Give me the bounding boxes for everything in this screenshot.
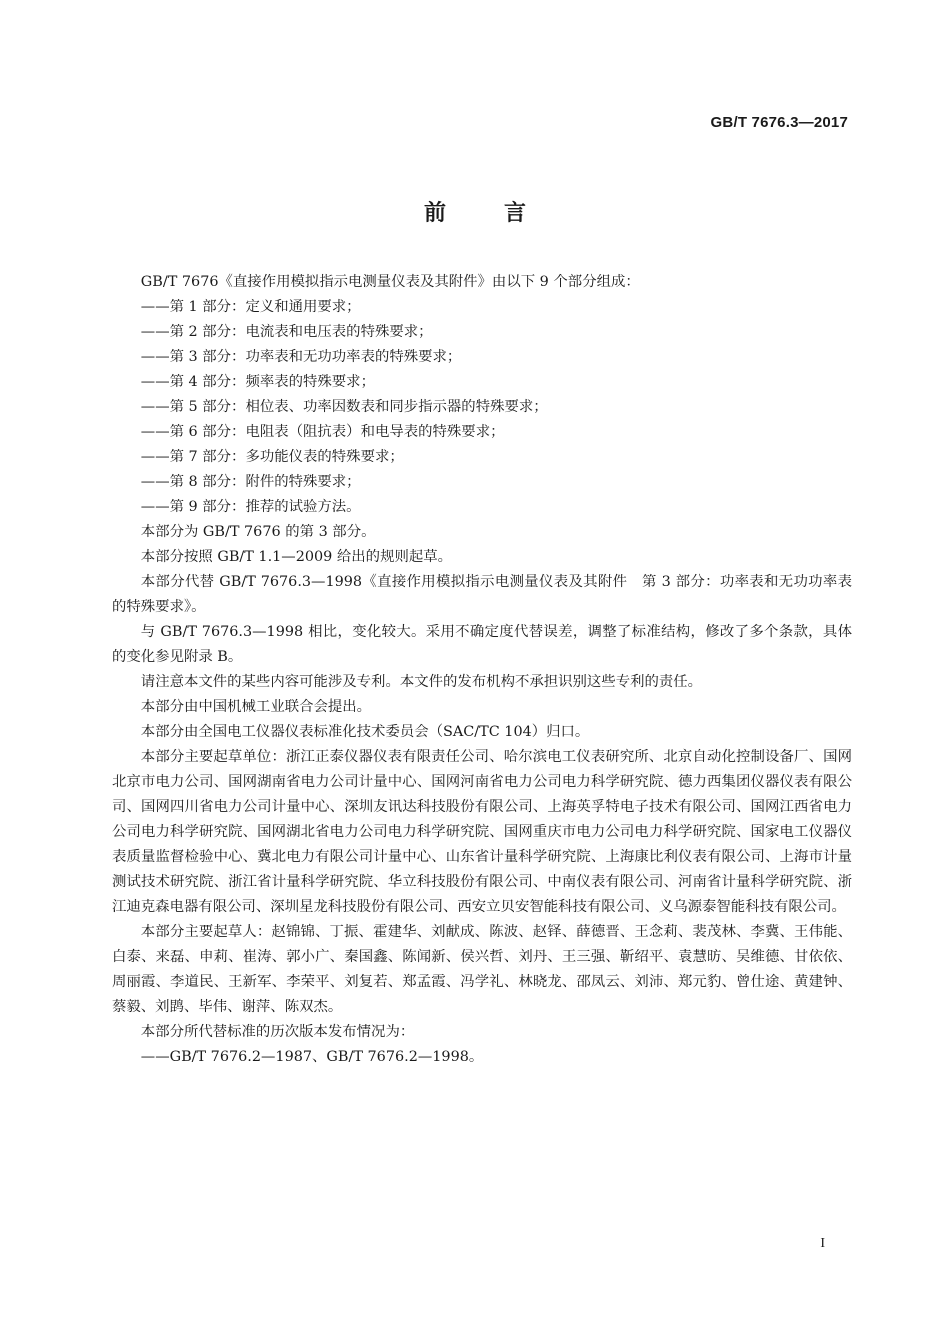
paragraph: GB/T 7676《直接作用模拟指示电测量仪表及其附件》由以下 9 个部分组成： bbox=[140, 274, 640, 290]
paragraph: 本部分主要起草单位：浙江正泰仪器仪表有限责任公司、哈尔滨电工仪表研究所、北京自动化控制设备厂、国网北京市电力公司、国网湖南省电力公司计量中心、国网河南省电力公司电力科学研究院、德力西集团仪器仪表有限公司、国网四川省电力公司计量中心、深圳友讯达科技股份有限公司、上海英孚特电子技术有限公司、国网江西省电力公司电力科学研究院、国网湖北省电力公司电力科学研究院、国网重庆市电力公司电力科学研究院、国家电工仪器仪表质量监督检验中心、冀北电力有限公司计量中心、山东省计量科学研究院、上海康比利仪表有限公司、上海市计量测试技术研究院、浙江省计量科学研究院、华立科技股份有限公司、中南仪表有限公司、河南省计量科学研究院、浙江迪克森电器有限公司、深圳星龙科技股份有限公司、西安立贝安智能科技有限公司、义乌源泰智能科技有限公司。 bbox=[112, 749, 852, 915]
document-body bbox=[112, 270, 852, 1070]
list-item: ——第 8 部分：附件的特殊要求； bbox=[140, 474, 361, 490]
page-title: 前言 bbox=[423, 201, 584, 226]
list-item: ——第 2 部分：电流表和电压表的特殊要求； bbox=[140, 324, 433, 340]
paragraph: 请注意本文件的某些内容可能涉及专利。本文件的发布机构不承担识别这些专利的责任。 bbox=[140, 674, 703, 690]
page-number: I bbox=[820, 1236, 825, 1251]
paragraph: 本部分所代替标准的历次版本发布情况为： bbox=[140, 1024, 415, 1040]
paragraph: 与 GB/T 7676.3—1998 相比，变化较大。采用不确定度代替误差，调整了标准结构，修改了多个条款，具体的变化参见附录 B。 bbox=[112, 624, 852, 665]
list-item: ——第 7 部分：多功能仪表的特殊要求； bbox=[140, 449, 404, 465]
list-item: ——第 4 部分：频率表的特殊要求； bbox=[140, 374, 375, 390]
list-item: ——第 9 部分：推荐的试验方法。 bbox=[140, 499, 361, 515]
list-item: ——第 1 部分：定义和通用要求； bbox=[140, 299, 361, 315]
list-item: ——GB/T 7676.2—1987、GB/T 7676.2—1998。 bbox=[140, 1049, 484, 1065]
list-item: ——第 5 部分：相位表、功率因数表和同步指示器的特殊要求； bbox=[140, 399, 548, 415]
list-item: ——第 6 部分：电阻表（阻抗表）和电导表的特殊要求； bbox=[140, 424, 505, 440]
list-item: ——第 3 部分：功率表和无功功率表的特殊要求； bbox=[140, 349, 462, 365]
paragraph: 本部分按照 GB/T 1.1—2009 给出的规则起草。 bbox=[140, 549, 453, 565]
standard-code: GB/T 7676.3—2017 bbox=[710, 114, 848, 131]
paragraph: 本部分由全国电工仪器仪表标准化技术委员会（SAC/TC 104）归口。 bbox=[140, 724, 590, 740]
paragraph: 本部分由中国机械工业联合会提出。 bbox=[140, 699, 372, 715]
paragraph: 本部分为 GB/T 7676 的第 3 部分。 bbox=[140, 524, 376, 540]
paragraph: 本部分主要起草人：赵锦锦、丁振、霍建华、刘献成、陈波、赵铎、薛德晋、王念莉、裴茂林、李冀、王伟能、白泰、来磊、申莉、崔涛、郭小广、秦国鑫、陈闻新、侯兴哲、刘丹、王三强、靳绍平、袁慧昉、吴维德、甘依依、周丽霞、李道民、王新军、李荣平、刘复若、郑孟霞、冯学礼、林晓龙、邵凤云、刘沛、郑元豹、曾仕途、黄建钟、蔡毅、刘鹍、毕伟、谢萍、陈双杰。 bbox=[112, 924, 852, 1015]
paragraph: 本部分代替 GB/T 7676.3—1998《直接作用模拟指示电测量仪表及其附件 第 3 部分：功率表和无功功率表的特殊要求》。 bbox=[112, 574, 852, 615]
